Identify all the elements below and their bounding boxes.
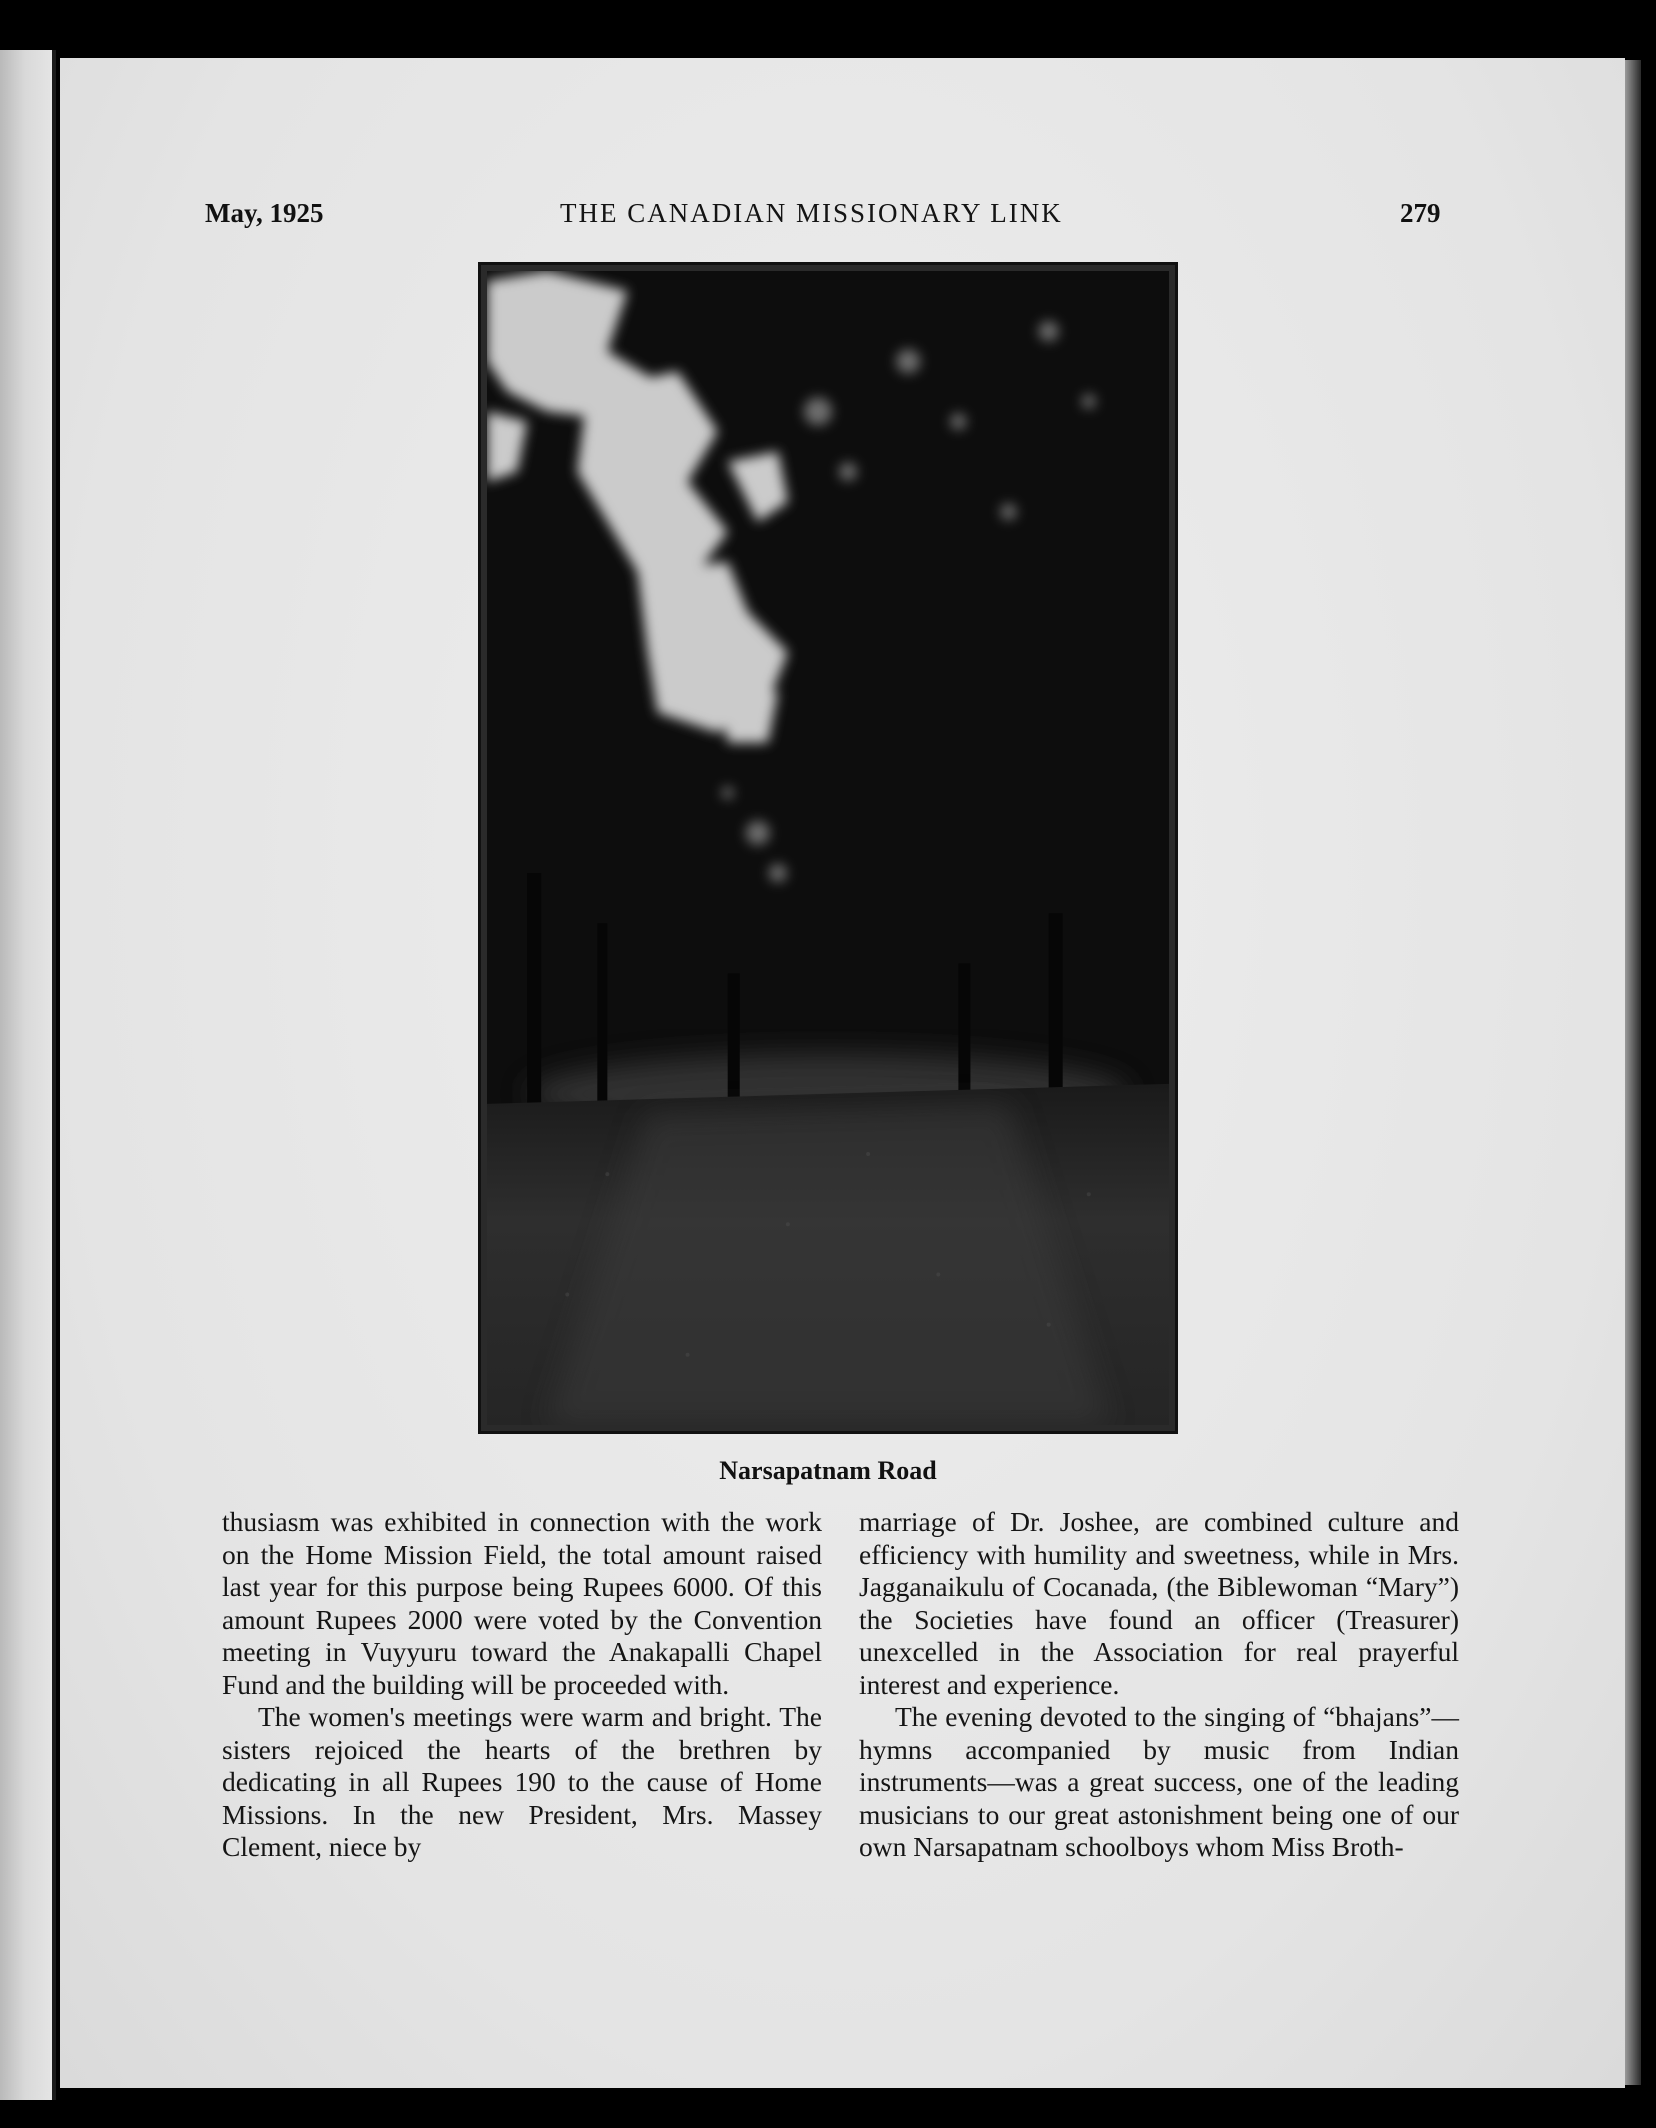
publication-title: THE CANADIAN MISSIONARY LINK — [560, 198, 1063, 228]
left-page-edge — [0, 50, 56, 2100]
page-edge-shadow — [1625, 60, 1641, 2085]
road-photograph — [487, 271, 1169, 1425]
paragraph: The evening devoted to the singing of “bhajans”—hymns accompanied by music from Indian instruments—was a great success, one of the leading musicians to our great astonishment being one of our own Narsapatnam schoolboys whom Miss Broth- — [859, 1701, 1459, 1862]
paragraph: The women's meetings were warm and bright. The sisters rejoiced the hearts of the brethren by dedicating in all Rupees 190 to the cause of Home Missions. In the new President, Mrs. Massey Clement, niece by — [222, 1701, 822, 1862]
paragraph: thusiasm was exhibited in connection with the work on the Home Mission Field, the total amount raised last year for this purpose being Rupees 6000. Of this amount Rupees 2000 were voted by the Convention meeting in Vuyyuru toward the Anakapalli Chapel Fund and the building will be proceeded with. — [222, 1506, 822, 1700]
photo-caption: Narsapatnam Road — [719, 1456, 937, 1485]
page-number: 279 — [1400, 198, 1441, 228]
photograph-frame — [478, 262, 1178, 1434]
paragraph: marriage of Dr. Joshee, are combined culture and efficiency with humility and sweetness, while in Mrs. Jagganaikulu of Cocanada, (the Biblewoman “Mary”) the Societies have found an officer (Treasurer) unexcelled in the Association for real prayerful interest and experience. — [859, 1506, 1459, 1700]
issue-date: May, 1925 — [205, 198, 324, 228]
text-column-left — [222, 1506, 822, 1864]
text-column-right — [859, 1506, 1459, 1864]
book-spine — [52, 50, 56, 2100]
